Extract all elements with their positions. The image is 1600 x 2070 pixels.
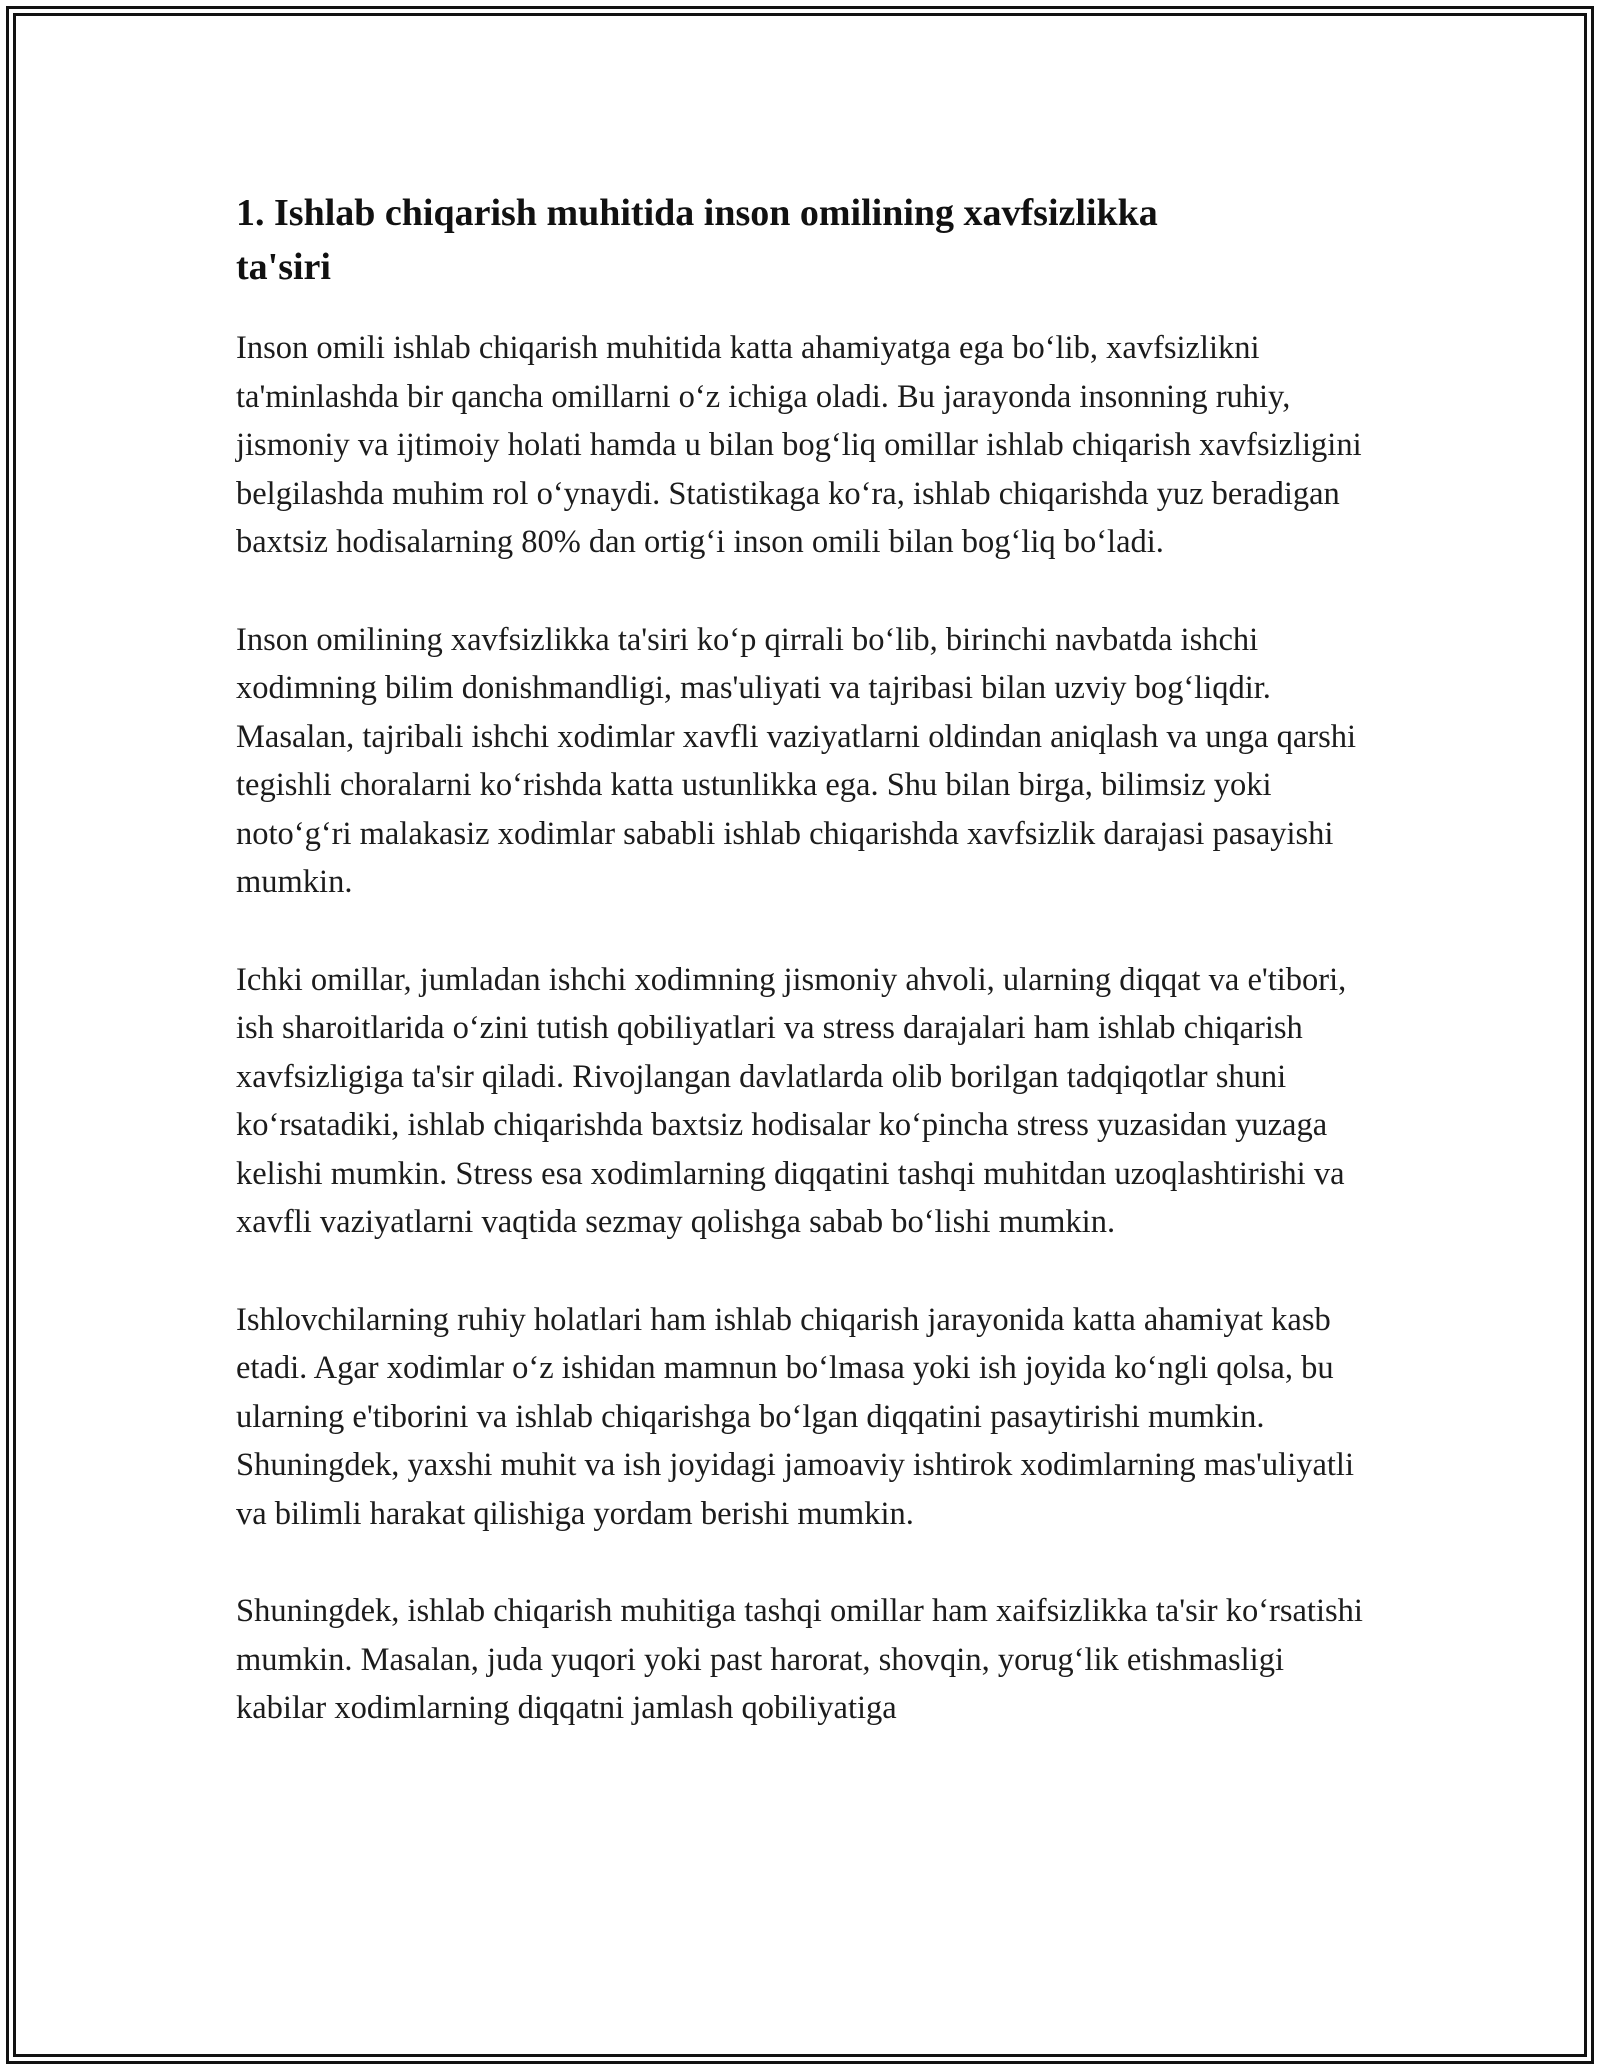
paragraph-2: Inson omilining xavfsizlikka ta'siri ko‘p qirrali bo‘lib, birinchi navbatda ishchi xodimning bilim donishmandligi, mas'uliyati va tajribasi bilan uzviy bog‘liqdir. Masalan, tajribali ishchi xodimlar xavfli vaziyatlarni oldindan aniqlash va unga qarshi tegishli choralarni ko‘rishda katta ustunlikka ega. Shu bilan birga, bilimsiz yoki noto‘g‘ri malakasiz xodimlar sababli ishlab chiqarishda xavfsizlik darajasi pasayishi mumkin.: [236, 621, 1357, 900]
paragraph-1: Inson omili ishlab chiqarish muhitida katta ahamiyatga ega bo‘lib, xavfsizlikni ta'minlashda bir qancha omillarni o‘z ichiga oladi. Bu jarayonda insonning ruhiy, jismoniy va ijtimoiy holati hamda u bilan bog‘liq omillar ishlab chiqarish xavfsizligini belgilashda muhim rol o‘ynaydi. Statistikaga ko‘ra, ishlab chiqarishda yuz beradigan baxtsiz hodisalarning 80% dan ortig‘i inson omili bilan bog‘liq bo‘ladi.: [236, 330, 1362, 560]
document-body: [236, 186, 1366, 1782]
paragraph-5: Shuningdek, ishlab chiqarish muhitiga tashqi omillar ham xaifsizlikka ta'sir ko‘rsatishi mumkin. Masalan, juda yuqori yoki past harorat, shovqin, yorug‘lik etishmasligi kabilar xodimlarning diqqatni jamlash qobiliyatiga: [236, 1593, 1363, 1726]
paragraph-4: Ishlovchilarning ruhiy holatlari ham ishlab chiqarish jarayonida katta ahamiyat kasb etadi. Agar xodimlar o‘z ishidan mamnun bo‘lmasa yoki ish joyida ko‘ngli qolsa, bu ularning e'tiborini va ishlab chiqarishga bo‘lgan diqqatini pasaytirishi mumkin. Shuningdek, yaxshi muhit va ish joyidagi jamoaviy ishtirok xodimlarning mas'uliyatli va bilimli harakat qilishiga yordam berishi mumkin.: [236, 1301, 1354, 1532]
section-heading-line-1: 1. Ishlab chiqarish muhitida inson omilining xavfsizlikka: [236, 192, 1158, 234]
section-heading-line-2: ta'siri: [236, 246, 331, 288]
paragraph-3: Ichki omillar, jumladan ishchi xodimning jismoniy ahvoli, ularning diqqat va e'tibori, ish sharoitlarida o‘zini tutish qobiliyatlari va stress darajalari ham ishlab chiqarish xavfsizligiga ta'sir qiladi. Rivojlangan davlatlarda olib borilgan tadqiqotlar shuni ko‘rsatadiki, ishlab chiqarishda baxtsiz hodisalar ko‘pincha stress yuzasidan yuzaga kelishi mumkin. Stress esa xodimlarning diqqatini tashqi muhitdan uzoqlashtirishi va xavfli vaziyatlarni vaqtida sezmay qolishga sabab bo‘lishi mumkin.: [236, 961, 1347, 1240]
section-heading: [236, 186, 1366, 294]
